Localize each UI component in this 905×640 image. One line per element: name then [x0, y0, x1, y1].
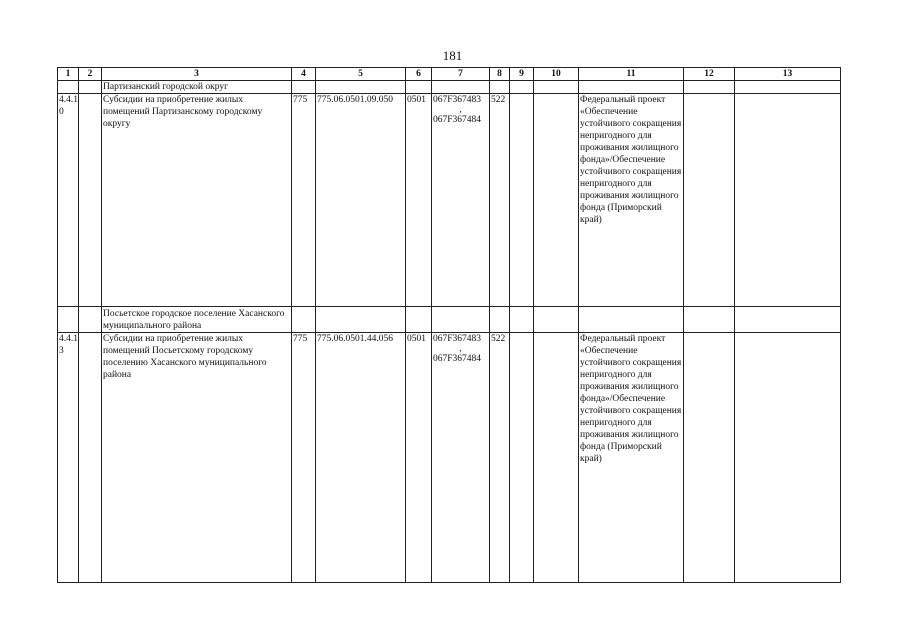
- row-name: Субсидии на приобретение жилых помещений Партизанскому городскому округу: [102, 94, 292, 307]
- code-a: 067F367483: [433, 334, 482, 344]
- cell-c8: 522: [490, 94, 510, 307]
- col-header: 9: [510, 68, 534, 81]
- cell-c8: 522: [490, 333, 510, 583]
- table-row: [58, 333, 841, 583]
- cell-c5: 775.06.0501.09.050: [316, 94, 406, 307]
- group-title: Посьетское городское поселение Хасанского муниципального района: [102, 307, 292, 333]
- col-header: 3: [102, 68, 292, 81]
- column-number-row: [58, 68, 841, 81]
- col-header: 13: [735, 68, 841, 81]
- col-header: 1: [58, 68, 79, 81]
- row-number: 4.4.1 0: [58, 94, 79, 307]
- col-header: 10: [534, 68, 579, 81]
- col-header: 8: [490, 68, 510, 81]
- cell-c5: 775.06.0501.44.056: [316, 333, 406, 583]
- col-header: 11: [579, 68, 684, 81]
- col-header: 6: [406, 68, 432, 81]
- budget-table: [57, 67, 841, 583]
- code-b: 067F367484: [433, 354, 482, 364]
- cell-c4: 775: [292, 94, 316, 307]
- code-b: 067F367484: [433, 115, 482, 125]
- cell-c11: Федеральный проект «Обеспечение устойчивого сокращения непригодного для проживания жилищного фонда»/Обеспечение устойчивого сокращения непригодного для проживания жилищного фонда (Приморский край): [579, 333, 684, 583]
- cell-c6: 0501: [406, 333, 432, 583]
- page-number: 181: [442, 48, 463, 63]
- col-header: 2: [79, 68, 102, 81]
- col-header: 4: [292, 68, 316, 81]
- group-title-row: [58, 307, 841, 333]
- group-title: Партизанский городской округ: [102, 81, 292, 94]
- row-number: 4.4.1 3: [58, 333, 79, 583]
- cell-c4: 775: [292, 333, 316, 583]
- group-title-row: [58, 81, 841, 94]
- cell-c7: [432, 333, 490, 583]
- table-row: [58, 94, 841, 307]
- col-header: 12: [684, 68, 735, 81]
- code-a: 067F367483: [433, 95, 482, 105]
- row-name: Субсидии на приобретение жилых помещений Посьетскому городскому поселению Хасанского муниципального района: [102, 333, 292, 583]
- cell-c7: [432, 94, 490, 307]
- cell-c11: Федеральный проект «Обеспечение устойчивого сокращения непригодного для проживания жилищного фонда»/Обеспечение устойчивого сокращения непригодного для проживания жилищного фонда (Приморский край): [579, 94, 684, 307]
- col-header: 5: [316, 68, 406, 81]
- col-header: 7: [432, 68, 490, 81]
- cell-c6: 0501: [406, 94, 432, 307]
- code-separator: ,: [459, 344, 462, 354]
- code-separator: ,: [459, 105, 462, 115]
